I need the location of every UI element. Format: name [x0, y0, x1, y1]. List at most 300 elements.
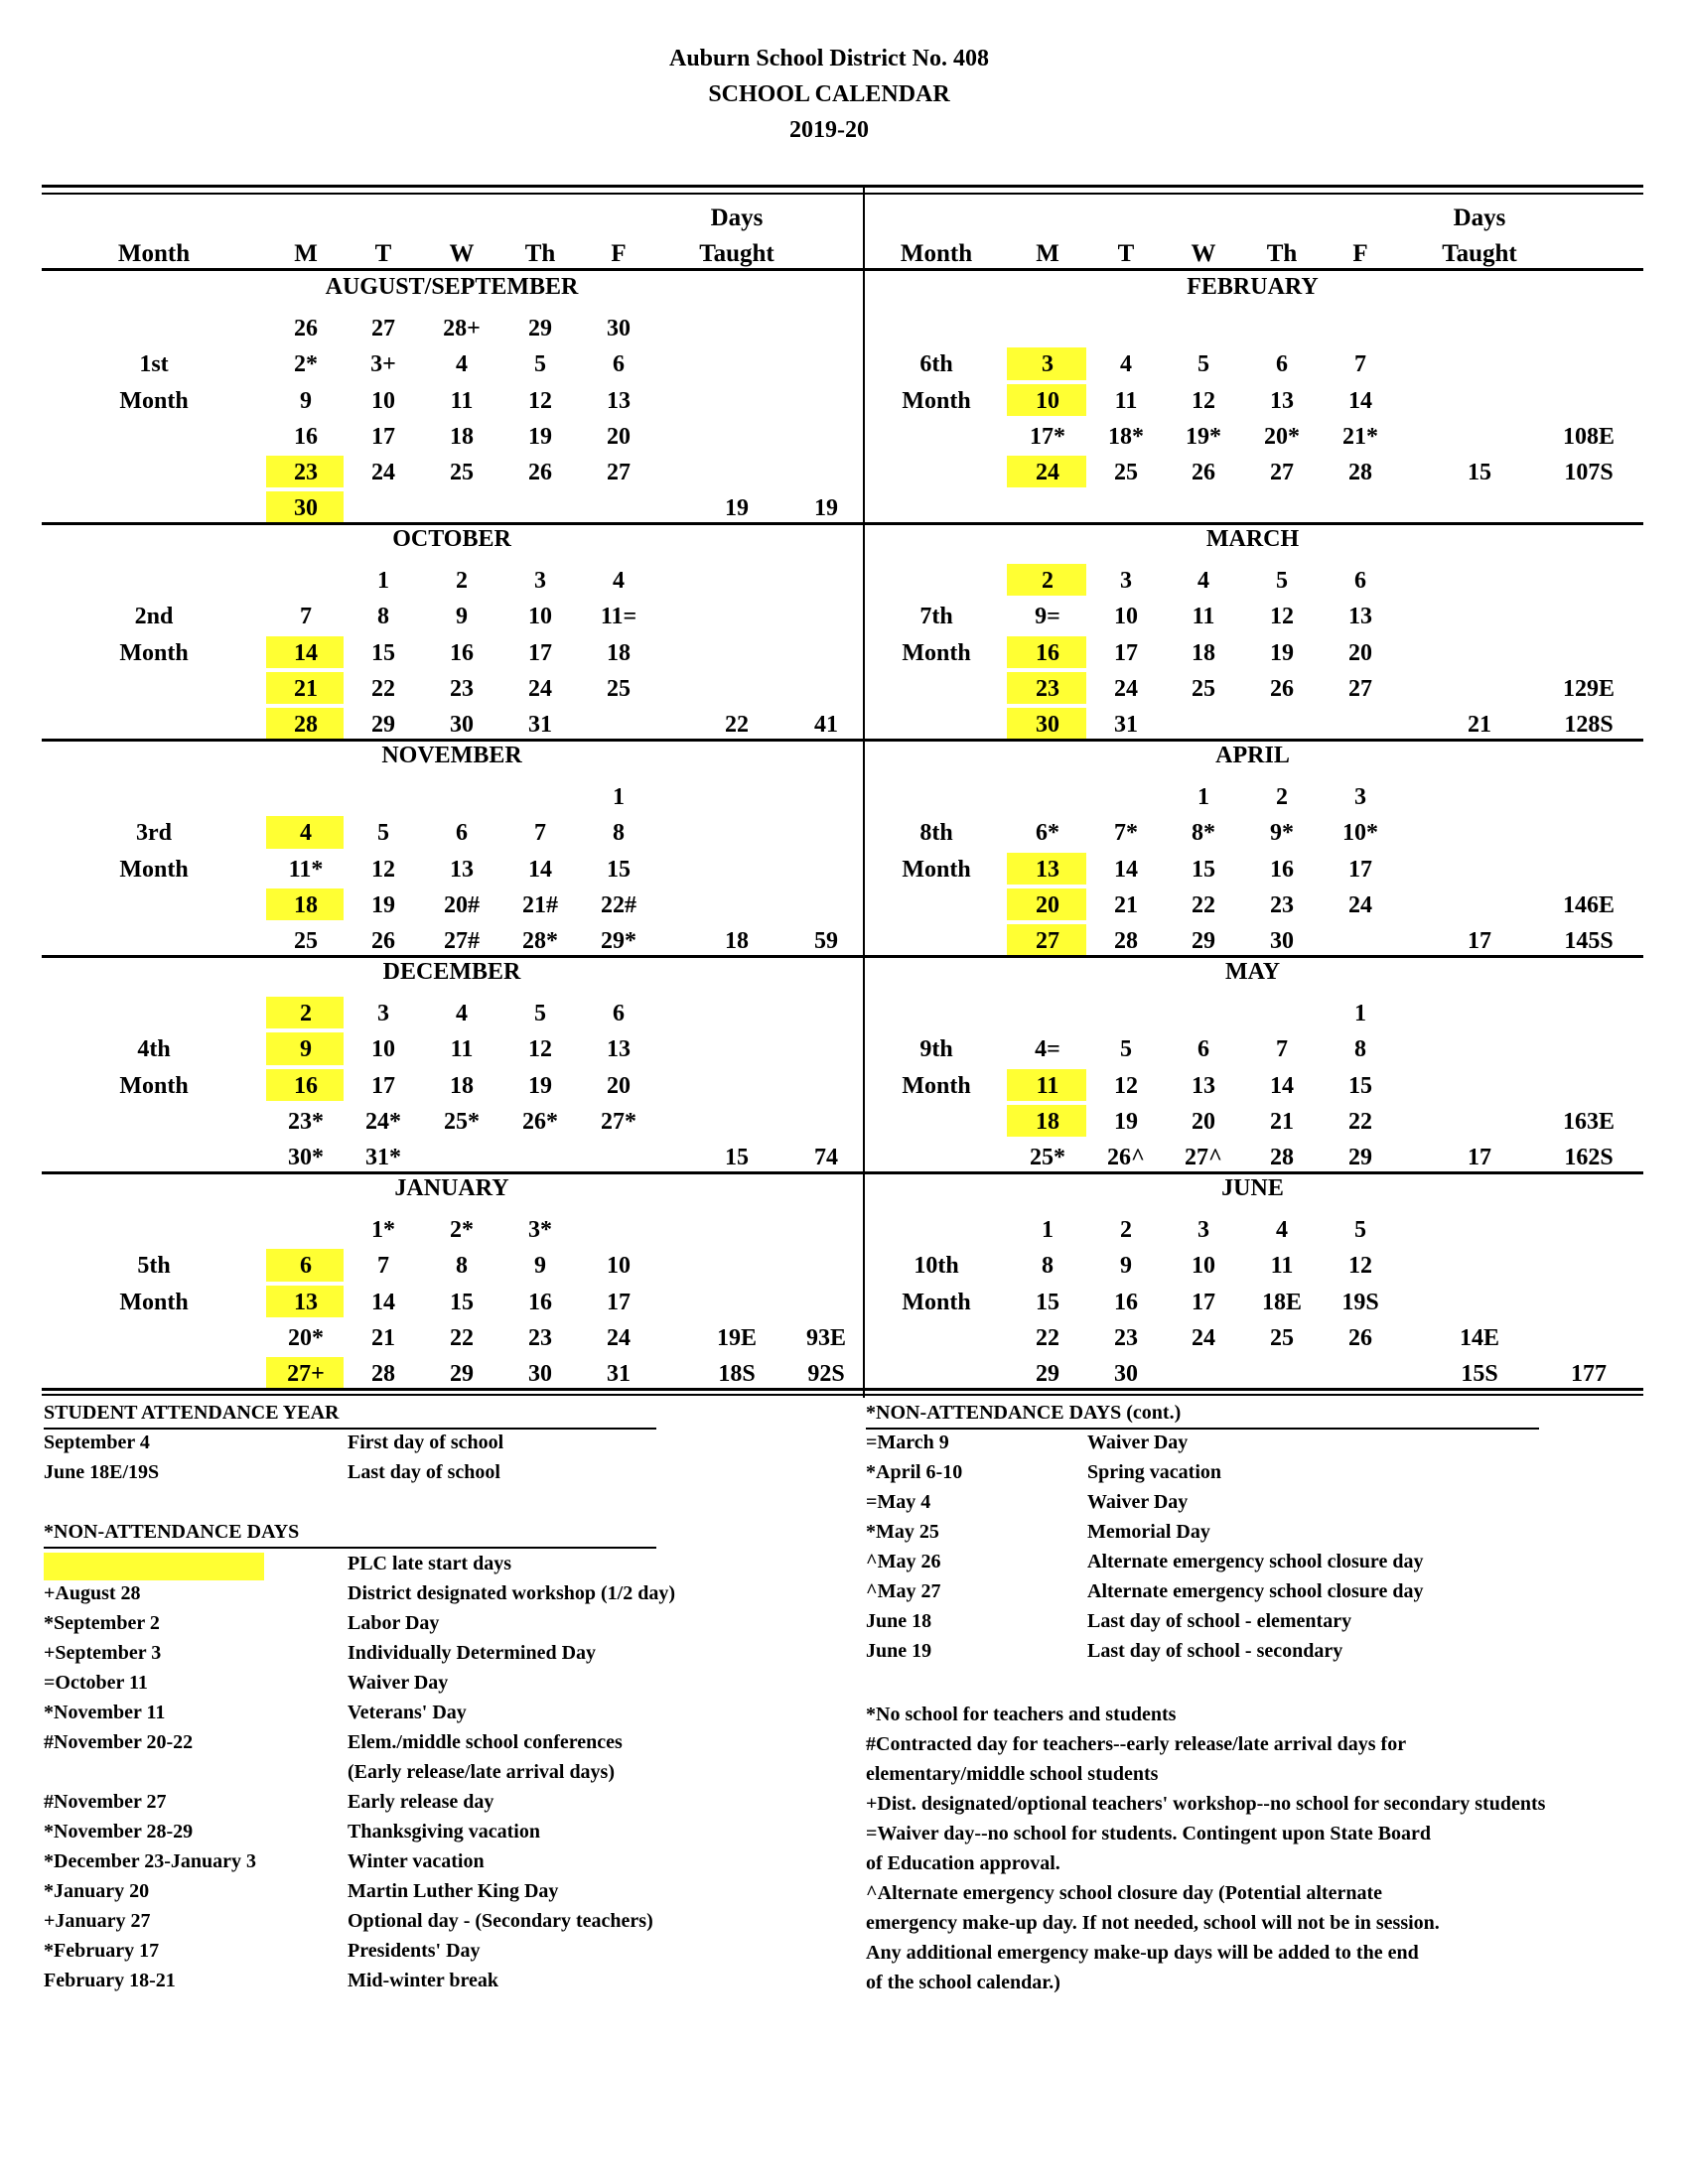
left-month-ordinal: 2nd: [134, 604, 174, 630]
day-cell: 24: [1192, 1324, 1215, 1351]
day-cell: 8: [613, 820, 625, 847]
legend-note: =Waiver day--no school for students. Contingent upon State Board: [866, 1823, 1432, 1844]
day-cell: 9: [1120, 1253, 1132, 1280]
day-cell: 29: [1036, 1361, 1059, 1387]
day-cell: 6*: [1036, 820, 1059, 847]
day-cell: 14: [1114, 856, 1138, 883]
day-cell: 15: [607, 856, 631, 883]
days-taught-cumulative: 107S: [1564, 460, 1614, 485]
right-month-word: Month: [902, 387, 971, 414]
nonattendance-cont-heading: *NON-ATTENDANCE DAYS (cont.): [866, 1402, 1182, 1424]
day-cell: 31: [528, 712, 552, 738]
day-cell: 23: [450, 675, 474, 702]
day-cell: 6: [613, 1001, 625, 1027]
left-month-name: OCTOBER: [392, 526, 511, 552]
days-taught-month: 15: [1468, 460, 1491, 485]
day-cell: 30: [1270, 928, 1294, 954]
day-cell: 17: [607, 1289, 631, 1315]
attendance-item-date: September 4: [44, 1432, 150, 1453]
day-cell: 7: [1276, 1036, 1288, 1063]
day-cell: 8: [456, 1253, 468, 1280]
day-cell: 8*: [1192, 820, 1215, 847]
day-cell: 18: [450, 1072, 474, 1099]
day-cell: 19S: [1341, 1289, 1379, 1315]
day-cell: 5: [534, 1001, 546, 1027]
day-cell: 13: [1270, 387, 1294, 414]
day-cell: 26: [1348, 1324, 1372, 1351]
day-cell: 27: [607, 460, 631, 485]
nonattendance-item-desc: (Early release/late arrival days): [348, 1761, 616, 1783]
day-cell: 7*: [1114, 820, 1138, 847]
day-cell: 5: [1197, 351, 1209, 378]
day-cell: 26: [1270, 675, 1294, 702]
days-taught-month: 22: [725, 712, 749, 738]
day-cell: 17: [1348, 856, 1372, 883]
nonattendance-item-date: *January 20: [44, 1880, 150, 1902]
day-cell: 26^: [1107, 1145, 1145, 1170]
day-cell: 27: [1348, 675, 1372, 702]
day-cell: 7: [534, 820, 546, 847]
day-cell: 29: [1192, 928, 1215, 954]
nonattendance-cont-item-desc: Alternate emergency school closure day: [1087, 1551, 1424, 1572]
left-header-day-W: W: [449, 240, 475, 267]
day-cell: 3+: [370, 351, 396, 378]
day-cell: 2*: [294, 351, 318, 378]
day-cell: 3: [1354, 784, 1366, 811]
nonattendance-item-date: *November 11: [44, 1702, 166, 1723]
day-cell: 14: [1270, 1072, 1294, 1099]
nonattendance-heading-underline: [44, 1547, 656, 1549]
table-top-rule-2: [42, 193, 1643, 195]
day-cell: 2: [1120, 1217, 1132, 1244]
day-cell: 18*: [1108, 423, 1144, 450]
day-cell: 29: [528, 316, 552, 342]
day-cell: 17: [371, 423, 395, 450]
day-cell: 6: [613, 351, 625, 378]
day-cell: 17: [1114, 639, 1138, 666]
day-cell: 28: [294, 712, 318, 738]
day-cell: 6: [1354, 568, 1366, 595]
day-cell: 21: [1114, 891, 1138, 918]
day-cell: 15: [1348, 1072, 1372, 1099]
day-cell: 2: [456, 568, 468, 595]
day-cell: 22: [450, 1324, 474, 1351]
day-cell: 25: [294, 928, 318, 954]
days-taught-cumulative: 162S: [1564, 1145, 1614, 1170]
right-header-day-W: W: [1191, 240, 1216, 267]
day-cell: 7: [300, 604, 312, 630]
day-cell: 11: [1036, 1072, 1059, 1099]
day-cell: 31*: [365, 1145, 401, 1170]
left-header-day-F: F: [611, 240, 627, 267]
nonattendance-item-date: *February 17: [44, 1940, 160, 1962]
day-cell: 9*: [1270, 820, 1294, 847]
day-cell: 3: [1120, 568, 1132, 595]
days-taught-month: 19E: [716, 1324, 757, 1351]
day-cell: 20: [1036, 891, 1059, 918]
days-taught-month: 17: [1468, 928, 1491, 954]
day-cell: 1: [1197, 784, 1209, 811]
nonattendance-item-desc: District designated workshop (1/2 day): [348, 1582, 676, 1604]
day-cell: 7: [377, 1253, 389, 1280]
day-cell: 16: [1036, 639, 1059, 666]
day-cell: 16: [1114, 1289, 1138, 1315]
day-cell: 29: [450, 1361, 474, 1387]
day-cell: 10*: [1342, 820, 1378, 847]
right-month-ordinal: 8th: [919, 820, 953, 847]
day-cell: 20#: [444, 891, 480, 918]
day-cell: 27+: [287, 1361, 325, 1387]
right-header-day-Th: Th: [1266, 240, 1298, 267]
day-cell: 13: [1348, 604, 1372, 630]
legend-note: +Dist. designated/optional teachers' workshop--no school for secondary students: [866, 1793, 1546, 1815]
nonattendance-item-desc: Optional day - (Secondary teachers): [348, 1910, 653, 1932]
right-header-day-M: M: [1036, 240, 1059, 267]
day-cell: 30*: [288, 1145, 324, 1170]
right-month-word: Month: [902, 639, 971, 666]
day-cell: 26: [294, 316, 318, 342]
nonattendance-cont-item-desc: Waiver Day: [1087, 1491, 1189, 1513]
nonattendance-item-date: +August 28: [44, 1582, 141, 1604]
nonattendance-cont-item-date: June 19: [866, 1640, 932, 1662]
day-cell: 31: [1114, 712, 1138, 738]
attendance-item-desc: Last day of school: [348, 1461, 500, 1483]
attendance-heading-underline: [44, 1428, 656, 1430]
nonattendance-item-date: #November 20-22: [44, 1731, 194, 1753]
days-taught-cumulative: 19: [814, 495, 838, 522]
day-cell: 9: [300, 1036, 312, 1063]
left-month-word: Month: [119, 639, 189, 666]
day-cell: 14: [371, 1289, 395, 1315]
right-month-ordinal: 6th: [919, 351, 953, 378]
right-month-ordinal: 7th: [919, 604, 953, 630]
nonattendance-cont-item-date: =May 4: [866, 1491, 931, 1513]
day-cell: 28+: [443, 316, 481, 342]
day-cell: 1: [1042, 1217, 1054, 1244]
day-cell: 30: [450, 712, 474, 738]
legend-note: *No school for teachers and students: [866, 1704, 1177, 1725]
day-cell: 17: [371, 1072, 395, 1099]
day-cell: 19*: [1186, 423, 1221, 450]
right-month-name: APRIL: [1215, 743, 1290, 768]
right-month-name: MAY: [1224, 959, 1281, 985]
day-cell: 5: [1354, 1217, 1366, 1244]
month-separator: [42, 522, 1643, 525]
day-cell: 15: [1192, 856, 1215, 883]
calendar-title: SCHOOL CALENDAR: [708, 81, 950, 107]
month-separator: [42, 955, 1643, 958]
days-taught-month: 18S: [718, 1361, 756, 1387]
day-cell: 27: [1270, 460, 1294, 485]
day-cell: 22: [371, 675, 395, 702]
day-cell: 24: [1036, 460, 1059, 485]
day-cell: 10: [1192, 1253, 1215, 1280]
day-cell: 13: [607, 387, 631, 414]
table-top-rule: [42, 185, 1643, 188]
day-cell: 23*: [288, 1108, 324, 1135]
nonattendance-cont-item-date: ^May 27: [866, 1580, 941, 1602]
day-cell: 28: [371, 1361, 395, 1387]
right-month-ordinal: 10th: [914, 1253, 959, 1280]
legend-note: #Contracted day for teachers--early release/late arrival days for: [866, 1733, 1407, 1755]
day-cell: 30: [294, 495, 318, 522]
day-cell: 6: [456, 820, 468, 847]
day-cell: 16: [294, 1072, 318, 1099]
day-cell: 15: [371, 639, 395, 666]
left-month-name: JANUARY: [394, 1175, 509, 1201]
left-header-day-T: T: [374, 240, 392, 267]
day-cell: 26*: [522, 1108, 558, 1135]
day-cell: 16: [294, 423, 318, 450]
day-cell: 4: [613, 568, 625, 595]
left-month-word: Month: [119, 856, 189, 883]
day-cell: 13: [607, 1036, 631, 1063]
left-month-ordinal: 3rd: [136, 820, 172, 847]
day-cell: 19: [528, 423, 552, 450]
day-cell: 23: [1270, 891, 1294, 918]
day-cell: 17: [528, 639, 552, 666]
legend-note: elementary/middle school students: [866, 1763, 1159, 1785]
nonattendance-cont-item-desc: Alternate emergency school closure day: [1087, 1580, 1424, 1602]
day-cell: 28: [1270, 1145, 1294, 1170]
day-cell: 24*: [365, 1108, 401, 1135]
day-cell: 8: [1042, 1253, 1054, 1280]
day-cell: 12: [1348, 1253, 1372, 1280]
day-cell: 13: [1036, 856, 1059, 883]
day-cell: 24: [528, 675, 552, 702]
day-cell: 10: [371, 1036, 395, 1063]
days-taught-cumulative: 163E: [1562, 1108, 1615, 1135]
day-cell: 30: [1114, 1361, 1138, 1387]
day-cell: 19: [1270, 639, 1294, 666]
day-cell: 24: [1114, 675, 1138, 702]
nonattendance-cont-item-date: =March 9: [866, 1432, 949, 1453]
days-taught-month: 17: [1468, 1145, 1491, 1170]
day-cell: 13: [1192, 1072, 1215, 1099]
day-cell: 23: [1036, 675, 1059, 702]
day-cell: 26: [1192, 460, 1215, 485]
day-cell: 20: [1348, 639, 1372, 666]
right-month-name: JUNE: [1221, 1175, 1284, 1201]
day-cell: 2*: [450, 1217, 474, 1244]
day-cell: 23: [528, 1324, 552, 1351]
nonattendance-item-date: *December 23-January 3: [44, 1850, 257, 1872]
day-cell: 7: [1354, 351, 1366, 378]
nonattendance-item-desc: Labor Day: [348, 1612, 440, 1634]
day-cell: 28: [1114, 928, 1138, 954]
day-cell: 16: [450, 639, 474, 666]
legend-note: Any additional emergency make-up days will be added to the end: [866, 1942, 1419, 1964]
attendance-item-date: June 18E/19S: [44, 1461, 160, 1483]
left-month-ordinal: 5th: [137, 1253, 171, 1280]
day-cell: 10: [528, 604, 552, 630]
day-cell: 17: [1192, 1289, 1215, 1315]
left-month-name: DECEMBER: [382, 959, 521, 985]
left-month-word: Month: [119, 1289, 189, 1315]
days-taught-cumulative: 108E: [1562, 423, 1615, 450]
nonattendance-item-date: *November 28-29: [44, 1821, 194, 1843]
left-header-month: Month: [117, 240, 191, 267]
day-cell: 15: [1036, 1289, 1059, 1315]
day-cell: 22#: [601, 891, 636, 918]
days-taught-cumulative: 93E: [805, 1324, 846, 1351]
day-cell: 8: [1354, 1036, 1366, 1063]
day-cell: 2: [1276, 784, 1288, 811]
day-cell: 22: [1036, 1324, 1059, 1351]
day-cell: 25: [1270, 1324, 1294, 1351]
day-cell: 3: [1042, 351, 1054, 378]
nonattendance-item-desc: Individually Determined Day: [348, 1642, 597, 1664]
day-cell: 2: [1042, 568, 1054, 595]
day-cell: 4=: [1035, 1036, 1060, 1063]
nonattendance-cont-item-desc: Waiver Day: [1087, 1432, 1189, 1453]
day-cell: 9: [300, 387, 312, 414]
day-cell: 12: [1114, 1072, 1138, 1099]
day-cell: 18: [450, 423, 474, 450]
day-cell: 4: [1197, 568, 1209, 595]
day-cell: 12: [528, 1036, 552, 1063]
day-cell: 3*: [528, 1217, 552, 1244]
right-month-word: Month: [902, 856, 971, 883]
day-cell: 24: [371, 460, 395, 485]
days-taught-month: 15: [725, 1145, 749, 1170]
day-cell: 14: [528, 856, 552, 883]
legend-note: ^Alternate emergency school closure day (Potential alternate: [866, 1882, 1382, 1904]
day-cell: 6: [1197, 1036, 1209, 1063]
day-cell: 2: [300, 1001, 312, 1027]
day-cell: 11: [1192, 604, 1215, 630]
calendar-year: 2019-20: [789, 117, 869, 143]
days-taught-cumulative: 146E: [1562, 891, 1615, 918]
nonattendance-item-date: +January 27: [44, 1910, 151, 1932]
day-cell: 5: [1276, 568, 1288, 595]
attendance-item-desc: First day of school: [348, 1432, 504, 1453]
day-cell: 1: [613, 784, 625, 811]
right-month-name: FEBRUARY: [1187, 274, 1319, 300]
day-cell: 18: [294, 891, 318, 918]
days-taught-month: 21: [1468, 712, 1491, 738]
nonattendance-item-desc: Elem./middle school conferences: [348, 1731, 623, 1753]
left-header-taught: Taught: [699, 240, 774, 267]
day-cell: 11: [450, 387, 474, 414]
day-cell: 10: [1114, 604, 1138, 630]
day-cell: 30: [1036, 712, 1059, 738]
right-month-word: Month: [902, 1072, 971, 1099]
nonattendance-item-desc: Mid-winter break: [348, 1970, 499, 1991]
day-cell: 10: [371, 387, 395, 414]
left-header-days: Days: [710, 205, 764, 231]
left-month-ordinal: 1st: [139, 351, 169, 378]
nonattendance-cont-item-date: ^May 26: [866, 1551, 941, 1572]
days-taught-cumulative: 145S: [1564, 928, 1614, 954]
plc-legend-swatch: [44, 1553, 264, 1580]
days-taught-cumulative: 41: [814, 712, 838, 738]
nonattendance-item-desc: Thanksgiving vacation: [348, 1821, 540, 1843]
header-rule: [42, 268, 1643, 271]
day-cell: 23: [294, 460, 318, 485]
day-cell: 29*: [601, 928, 636, 954]
day-cell: 27#: [444, 928, 480, 954]
day-cell: 27*: [601, 1108, 636, 1135]
right-month-word: Month: [902, 1289, 971, 1315]
day-cell: 20: [607, 1072, 631, 1099]
day-cell: 6: [1276, 351, 1288, 378]
day-cell: 5: [377, 820, 389, 847]
nonattendance-item-desc: Presidents' Day: [348, 1940, 481, 1962]
day-cell: 20: [1192, 1108, 1215, 1135]
day-cell: 14: [294, 639, 318, 666]
left-month-word: Month: [119, 1072, 189, 1099]
nonattendance-cont-item-date: *May 25: [866, 1521, 939, 1543]
nonattendance-cont-heading-underline: [866, 1428, 1539, 1430]
nonattendance-cont-item-desc: Spring vacation: [1087, 1461, 1222, 1483]
day-cell: 27^: [1185, 1145, 1222, 1170]
day-cell: 5: [1120, 1036, 1132, 1063]
day-cell: 13: [450, 856, 474, 883]
day-cell: 27: [371, 316, 395, 342]
day-cell: 11: [1114, 387, 1138, 414]
day-cell: 27: [1036, 928, 1059, 954]
day-cell: 10: [1036, 387, 1059, 414]
district-title: Auburn School District No. 408: [668, 46, 990, 71]
days-taught-month: 19: [725, 495, 749, 522]
days-taught-month: 15S: [1461, 1361, 1498, 1387]
nonattendance-cont-item-desc: Last day of school - secondary: [1087, 1640, 1343, 1662]
day-cell: 11: [450, 1036, 474, 1063]
day-cell: 12: [1192, 387, 1215, 414]
legend-note: of the school calendar.): [866, 1972, 1060, 1993]
day-cell: 20: [607, 423, 631, 450]
day-cell: 19: [528, 1072, 552, 1099]
day-cell: 9=: [1035, 604, 1060, 630]
day-cell: 19: [1114, 1108, 1138, 1135]
day-cell: 9: [534, 1253, 546, 1280]
day-cell: 22: [1348, 1108, 1372, 1135]
day-cell: 21: [371, 1324, 395, 1351]
table-bottom-rule: [42, 1388, 1643, 1391]
day-cell: 25: [450, 460, 474, 485]
days-taught-month: 18: [725, 928, 749, 954]
right-header-taught: Taught: [1442, 240, 1517, 267]
column-divider: [863, 185, 865, 1398]
day-cell: 12: [1270, 604, 1294, 630]
month-separator: [42, 1171, 1643, 1174]
left-month-word: Month: [119, 387, 189, 414]
right-header-month: Month: [900, 240, 973, 267]
day-cell: 21*: [1342, 423, 1378, 450]
day-cell: 19: [371, 891, 395, 918]
day-cell: 5: [534, 351, 546, 378]
day-cell: 25: [607, 675, 631, 702]
day-cell: 25*: [444, 1108, 480, 1135]
nonattendance-item-date: #November 27: [44, 1791, 167, 1813]
nonattendance-item-date: =October 11: [44, 1672, 148, 1694]
day-cell: 18E: [1261, 1289, 1302, 1315]
day-cell: 1: [377, 568, 389, 595]
nonattendance-item-desc: Waiver Day: [348, 1672, 449, 1694]
legend-note: emergency make-up day. If not needed, school will not be in session.: [866, 1912, 1440, 1934]
nonattendance-item-date: *September 2: [44, 1612, 160, 1634]
day-cell: 16: [1270, 856, 1294, 883]
day-cell: 4: [1276, 1217, 1288, 1244]
day-cell: 26: [528, 460, 552, 485]
day-cell: 25*: [1030, 1145, 1065, 1170]
day-cell: 26: [371, 928, 395, 954]
day-cell: 23: [1114, 1324, 1138, 1351]
day-cell: 9: [456, 604, 468, 630]
day-cell: 24: [1348, 891, 1372, 918]
days-taught-cumulative: 128S: [1564, 712, 1614, 738]
